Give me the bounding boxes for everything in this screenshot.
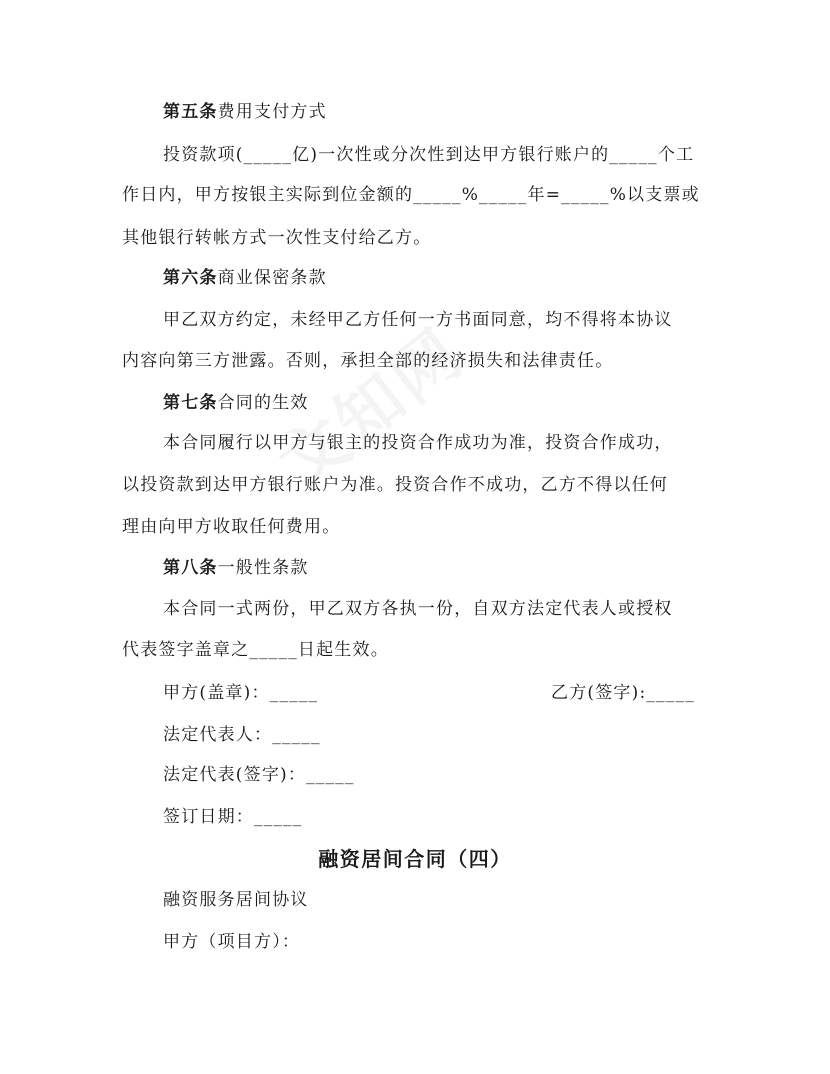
section-title: 融资居间合同（四） — [318, 847, 512, 871]
legal-rep-field: 法定代表人：_____ — [163, 725, 321, 745]
party-a-seal-field: 甲方(盖章)：_____ — [163, 683, 319, 703]
article-number: 第六条 — [163, 268, 218, 288]
article-7-heading — [163, 391, 309, 415]
article-title: 商业保密条款 — [217, 268, 327, 288]
article-6-heading — [163, 266, 327, 290]
article-5-heading — [163, 100, 327, 124]
section-subtitle: 融资服务居间协议 — [163, 890, 309, 910]
paragraph-line: 本合同履行以甲方与银主的投资合作成功为准，投资合作成功， — [163, 433, 673, 453]
paragraph-line: 以投资款到达甲方银行账户为准。投资合作不成功，乙方不得以任何 — [122, 475, 668, 495]
paragraph-line: 内容向第三方泄露。否则，承担全部的经济损失和法律责任。 — [122, 351, 614, 371]
paragraph-line: 甲乙双方约定，未经甲乙方任何一方书面同意，均不得将本协议 — [163, 310, 673, 330]
sign-date-field: 签订日期：_____ — [163, 807, 303, 827]
paragraph-line: 代表签字盖章之_____日起生效。 — [122, 640, 389, 660]
paragraph-line: 投资款项(_____亿)一次性或分次性到达甲方银行账户的_____个工 — [163, 145, 695, 165]
party-a-line: 甲方（项目方）： — [163, 932, 301, 952]
paragraph-line: 作日内，甲方按银主实际到位金额的_____%_____年=_____%以支票或 — [122, 185, 700, 205]
article-title: 费用支付方式 — [217, 102, 327, 122]
article-number: 第五条 — [163, 102, 218, 122]
legal-rep-sign-field: 法定代表(签字)：_____ — [163, 765, 355, 785]
paragraph-line: 本合同一式两份，甲乙双方各执一份，自双方法定代表人或授权 — [163, 599, 673, 619]
article-8-heading — [163, 556, 309, 580]
article-title: 合同的生效 — [217, 393, 309, 413]
paragraph-line: 其他银行转帐方式一次性支付给乙方。 — [122, 228, 432, 248]
article-number: 第七条 — [163, 393, 218, 413]
paragraph-line: 理由向甲方收取任何费用。 — [122, 517, 341, 537]
party-b-sign-field: 乙方(签字):_____ — [551, 683, 695, 703]
article-number: 第八条 — [163, 558, 218, 578]
article-title: 一般性条款 — [217, 558, 309, 578]
